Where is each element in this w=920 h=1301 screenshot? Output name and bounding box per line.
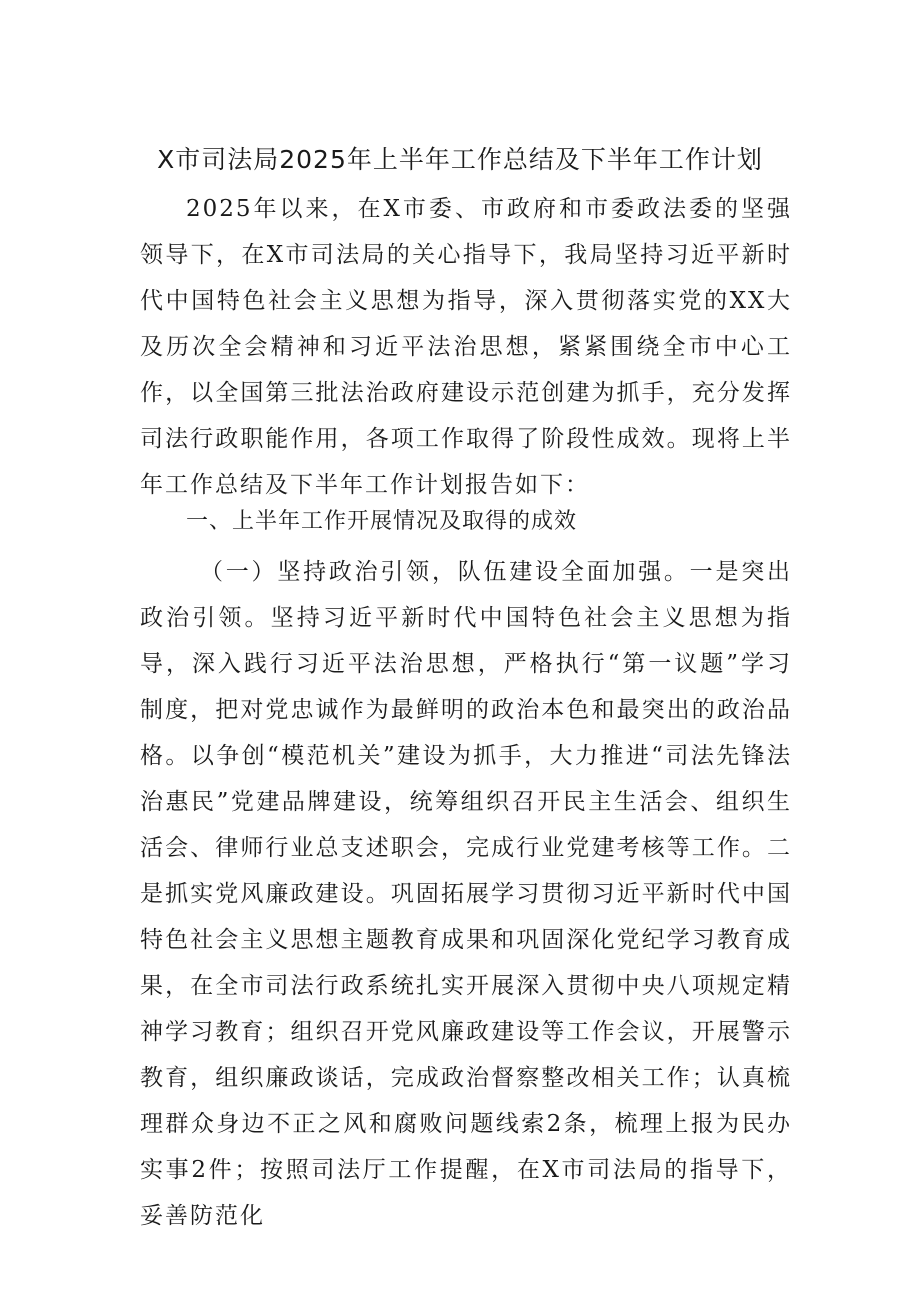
intro-paragraph: 2025年以来，在X市委、市政府和市委政法委的坚强领导下，在X市司法局的关心指导下，我局坚持习近平新时代中国特色社会主义思想为指导，深入贯彻落实党的XX大及历次全会精神和习近平法治思想，紧紧围绕全市中心工作，以全国第三批法治政府建设示范创建为抓手，充分发挥司法行政职能作用，各项工作取得了阶段性成效。现将上半年工作总结及下半年工作计划报告如下： bbox=[140, 196, 792, 498]
section-heading: 一、上半年工作开展情况及取得的成效 bbox=[186, 509, 578, 534]
section-paragraph: （一）坚持政治引领，队伍建设全面加强。一是突出政治引领。坚持习近平新时代中国特色社会主义思想为指导，深入践行习近平法治思想，严格执行“第一议题”学习制度，把对党忠诚作为最鲜明的政治本色和最突出的政治品格。以争创“模范机关”建设为抓手，大力推进“司法先锋法治惠民”党建品牌建设，统筹组织召开民主生活会、组织生活会、律师行业总支述职会，完成行业党建考核等工作。二是抓实党风廉政建设。巩固拓展学习贯彻习近平新时代中国特色社会主义思想主题教育成果和巩固深化党纪学习教育成果，在全市司法行政系统扎实开展深入贯彻中央八项规定精神学习教育；组织召开党风廉政建设等工作会议，开展警示教育，组织廉政谈话，完成政治督察整改相关工作；认真梳理群众身边不正之风和腐败问题线索2条，梳理上报为民办实事2件；按照司法厅工作提醒，在X市司法局的指导下，妥善防范化 bbox=[140, 559, 792, 1229]
document-title: X市司法局2025年上半年工作总结及下半年工作计划 bbox=[157, 145, 763, 174]
